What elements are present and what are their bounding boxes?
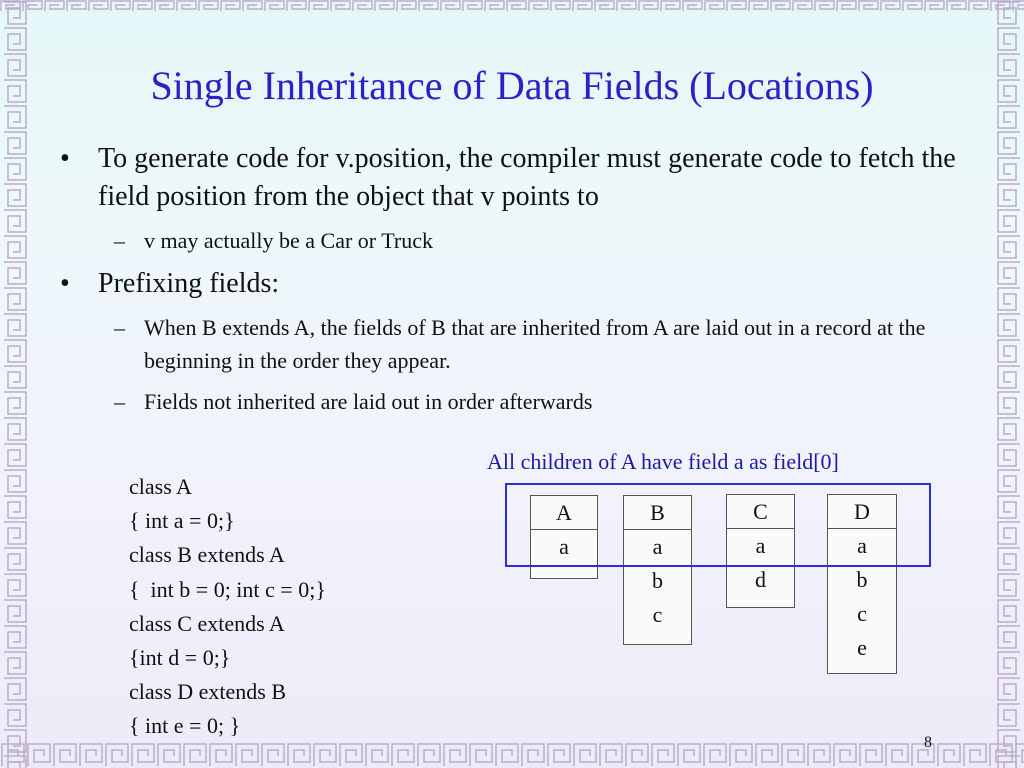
- record-padding: [624, 632, 691, 644]
- record-name: D: [828, 495, 896, 529]
- code-line: { int a = 0;}: [129, 508, 235, 534]
- sub-bullet-text: Fields not inherited are laid out in order afterwards: [144, 389, 593, 414]
- bullet-item: [56, 140, 976, 216]
- dash-icon: –: [114, 315, 125, 340]
- top-border-pattern: [0, 0, 1024, 12]
- page-number: 8: [924, 734, 932, 751]
- code-line: class D extends B: [129, 679, 287, 705]
- sub-bullet-text: v may actually be a Car or Truck: [144, 228, 433, 253]
- dash-icon: –: [114, 389, 125, 414]
- bullet-item: [56, 265, 976, 303]
- code-line: class C extends A: [129, 610, 285, 636]
- slide-title: Single Inheritance of Data Fields (Locations): [150, 63, 874, 108]
- diagram-caption: All children of A have field a as field[0]: [487, 449, 839, 474]
- record-field: a: [755, 533, 766, 558]
- record-field: b: [652, 568, 663, 593]
- record-field: e: [857, 635, 867, 660]
- sub-bullet-item: [56, 311, 976, 377]
- record-field: a: [559, 534, 569, 559]
- record-name: A: [531, 496, 597, 530]
- dash-icon: –: [114, 228, 125, 253]
- bullet-dot-icon: •: [60, 268, 70, 299]
- code-line: {int d = 0;}: [129, 645, 231, 671]
- code-line: { int e = 0; }: [129, 713, 241, 739]
- record-field: a: [652, 534, 663, 559]
- record-padding: [828, 665, 896, 673]
- code-listing: [129, 470, 326, 744]
- left-border-pattern: [0, 0, 30, 768]
- code-line: { int b = 0; int c = 0;}: [129, 576, 326, 602]
- common-prefix-highlight: [505, 483, 931, 567]
- sub-bullet-item: [56, 224, 976, 257]
- sub-bullet-item: [56, 385, 976, 418]
- record-field: c: [857, 601, 867, 626]
- record-field: b: [856, 567, 868, 592]
- sub-bullet-text: When B extends A, the fields of B that are inherited from A are laid out in a record at the beginning in the order they appear.: [144, 315, 926, 373]
- code-line: class A: [129, 474, 192, 499]
- record-name: B: [624, 496, 691, 530]
- bullet-text: To generate code for v.position, the compiler must generate code to fetch the field position from the object that v points to: [98, 143, 956, 212]
- code-line: class B extends A: [129, 542, 285, 568]
- bullet-list: [56, 140, 976, 426]
- record-padding: [727, 597, 794, 607]
- right-border-pattern: [994, 0, 1024, 768]
- bottom-border-pattern: [0, 740, 1024, 768]
- record-name: C: [727, 495, 794, 529]
- bullet-text: Prefixing fields:: [98, 268, 280, 299]
- bullet-dot-icon: •: [60, 143, 70, 174]
- record-field: a: [857, 533, 867, 558]
- record-field: d: [755, 567, 766, 592]
- record-field: c: [652, 602, 663, 627]
